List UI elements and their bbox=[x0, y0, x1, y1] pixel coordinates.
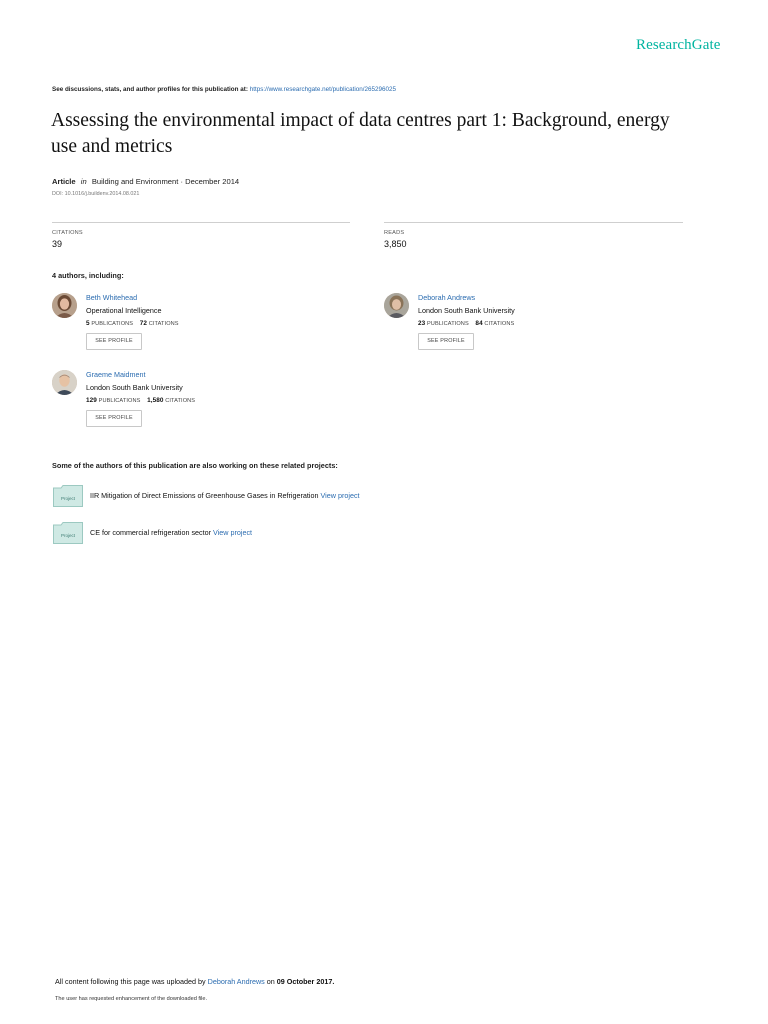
author-card bbox=[52, 370, 352, 436]
author-name[interactable]: Deborah Andrews bbox=[418, 293, 476, 302]
upload-prefix: All content following this page was uploaded by bbox=[55, 977, 206, 986]
project-title: CE for commercial refrigeration sector bbox=[90, 528, 212, 537]
see-profile-button[interactable]: SEE PROFILE bbox=[418, 333, 474, 350]
view-project-link[interactable]: View project bbox=[320, 491, 360, 500]
citations-label: CITATIONS bbox=[484, 321, 515, 327]
citations-value: 39 bbox=[52, 239, 63, 249]
author-stats bbox=[86, 397, 195, 404]
journal-name: Building and Environment bbox=[91, 177, 179, 186]
project-icon-label: Project bbox=[60, 496, 76, 501]
see-profile-button[interactable]: SEE PROFILE bbox=[86, 410, 142, 427]
project-title: IIR Mitigation of Direct Emissions of Greenhouse Gases in Refrigeration bbox=[90, 491, 319, 500]
project-row bbox=[90, 491, 360, 500]
paper-doi: DOI: 10.1016/j.buildenv.2014.08.021 bbox=[52, 191, 140, 197]
author-name[interactable]: Beth Whitehead bbox=[86, 293, 138, 302]
author-affiliation: Operational Intelligence bbox=[86, 306, 162, 315]
publications-count: 5 bbox=[86, 320, 90, 327]
project-folder-icon bbox=[53, 485, 83, 507]
author-card bbox=[52, 293, 352, 359]
citations-divider bbox=[52, 222, 350, 223]
paper-title: Assessing the environmental impact of data centres part 1: Background, energy use and metrics bbox=[51, 110, 670, 157]
avatar[interactable] bbox=[52, 370, 77, 395]
avatar[interactable] bbox=[384, 293, 409, 318]
project-row bbox=[90, 528, 252, 537]
citations-label: CITATIONS bbox=[52, 230, 83, 236]
project-item bbox=[53, 485, 453, 507]
related-projects-header: Some of the authors of this publication are also working on these related projects: bbox=[52, 461, 338, 470]
upload-notice bbox=[55, 977, 334, 986]
paper-date: · December 2014 bbox=[180, 177, 240, 186]
project-item bbox=[53, 522, 453, 544]
author-affiliation: London South Bank University bbox=[418, 306, 515, 315]
publications-count: 129 bbox=[86, 397, 97, 404]
project-folder-icon bbox=[53, 522, 83, 544]
avatar[interactable] bbox=[52, 293, 77, 318]
paper-meta bbox=[52, 177, 239, 186]
citations-label: CITATIONS bbox=[148, 321, 179, 327]
citations-count: 72 bbox=[139, 320, 148, 327]
upload-on: on bbox=[266, 977, 275, 986]
uploader-link[interactable]: Deborah Andrews bbox=[207, 977, 265, 986]
reads-divider bbox=[384, 222, 683, 223]
author-stats bbox=[86, 320, 179, 327]
see-profile-button[interactable]: SEE PROFILE bbox=[86, 333, 142, 350]
project-icon-label: Project bbox=[60, 533, 76, 538]
discussions-line bbox=[52, 86, 396, 93]
paper-type: Article bbox=[52, 177, 76, 186]
researchgate-logo[interactable]: ResearchGate bbox=[636, 37, 721, 53]
publications-label: PUBLICATIONS bbox=[98, 398, 141, 404]
citations-count: 84 bbox=[475, 320, 483, 327]
publications-count: 23 bbox=[418, 320, 426, 327]
citations-count: 1,580 bbox=[147, 397, 164, 404]
publications-label: PUBLICATIONS bbox=[91, 321, 134, 327]
view-project-link[interactable]: View project bbox=[213, 528, 253, 537]
upload-date: 09 October 2017. bbox=[276, 977, 335, 986]
author-card bbox=[384, 293, 684, 359]
author-affiliation: London South Bank University bbox=[86, 383, 183, 392]
reads-value: 3,850 bbox=[384, 239, 407, 249]
author-stats bbox=[418, 320, 514, 327]
publications-label: PUBLICATIONS bbox=[426, 321, 469, 327]
author-name[interactable]: Graeme Maidment bbox=[86, 370, 146, 379]
in-word: in bbox=[80, 177, 87, 186]
publication-url-link[interactable]: https://www.researchgate.net/publication/265296025 bbox=[249, 86, 397, 93]
discussions-prefix: See discussions, stats, and author profiles for this publication at: bbox=[52, 86, 248, 93]
reads-label: READS bbox=[384, 230, 405, 236]
enhancement-note: The user has requested enhancement of the downloaded file. bbox=[55, 996, 208, 1002]
citations-label: CITATIONS bbox=[165, 398, 196, 404]
authors-header: 4 authors, including: bbox=[52, 271, 124, 280]
